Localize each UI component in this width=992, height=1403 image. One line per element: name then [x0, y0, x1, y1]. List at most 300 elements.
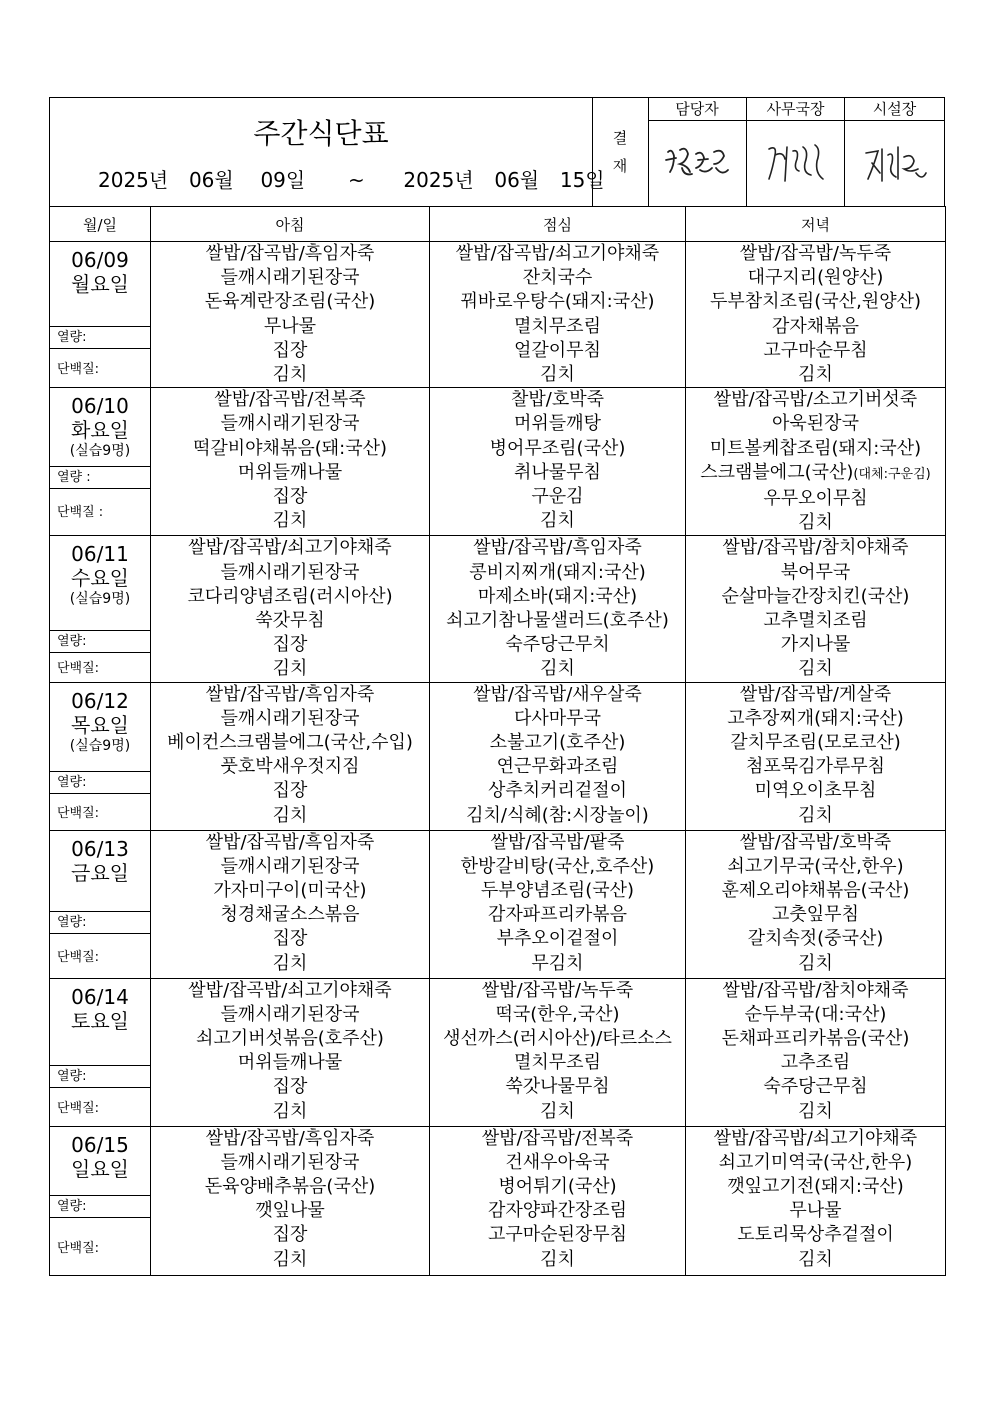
menu-item — [686, 266, 945, 290]
menu-item-text: 김치 — [540, 1248, 575, 1270]
menu-item-text: 들깨시래기된장국 — [220, 561, 360, 583]
dinner-cell — [686, 1126, 946, 1275]
menu-item-text: 한방갈비탕(국산,호주산) — [460, 855, 655, 877]
menu-item — [430, 779, 685, 803]
dinner-cell — [686, 536, 946, 682]
menu-item — [430, 1100, 685, 1124]
menu-item — [430, 242, 685, 266]
menu-item-text: 집장 — [272, 486, 308, 508]
menu-item-text: 돈육계란장조림(국산) — [204, 291, 376, 313]
menu-item — [430, 952, 685, 976]
menu-item-text: 무나물 — [263, 315, 317, 337]
breakfast-cell — [151, 388, 430, 536]
menu-item-text: 김치 — [798, 952, 833, 974]
menu-item-text: 생선까스(러시아산)/타르소스 — [443, 1028, 672, 1050]
dinner-cell — [686, 830, 946, 978]
calories-label: 열량: — [50, 1065, 150, 1087]
menu-item-text: 김치 — [798, 364, 833, 386]
menu-item-text: 쌀밥/잡곡밥/새우살죽 — [473, 683, 642, 705]
menu-item-text: 병어튀기(국산) — [498, 1176, 617, 1198]
menu-item — [430, 1175, 685, 1199]
menu-item-text: 숙주당근무치 — [505, 634, 610, 656]
menu-item-text: 아욱된장국 — [772, 413, 859, 435]
menu-item-text: 쑥갓무침 — [255, 610, 325, 632]
menu-item — [430, 536, 685, 560]
menu-item-text: 대구지리(원양산) — [747, 267, 884, 289]
menu-item — [686, 242, 945, 266]
menu-item — [686, 804, 945, 828]
menu-item — [430, 339, 685, 363]
col-dinner: 저녁 — [686, 207, 946, 242]
menu-item-text: 북어무국 — [780, 561, 851, 583]
protein-label-text: 단백질: — [57, 661, 100, 677]
menu-item-text: 무김치 — [531, 952, 584, 974]
protein-label-text: 단백질: — [57, 806, 100, 822]
menu-item — [686, 1075, 945, 1099]
day-weekday: 금요일 — [71, 860, 129, 885]
substitute-note: (대체:구운김) — [853, 466, 931, 482]
approver-manager — [648, 98, 747, 206]
menu-item — [686, 731, 945, 755]
menu-item-text: 잔치국수 — [522, 267, 593, 289]
lunch-cell — [430, 1126, 686, 1275]
menu-item — [686, 927, 945, 951]
menu-item-text: 쇠고기미역국(국산,한우) — [718, 1151, 913, 1173]
menu-item — [151, 755, 429, 779]
menu-item — [686, 290, 945, 314]
menu-item — [430, 609, 685, 633]
day-date: 06/15 — [71, 1132, 129, 1157]
breakfast-cell — [151, 242, 430, 388]
menu-item-text: 들깨시래기된장국 — [220, 855, 360, 877]
menu-item-text: 들깨시래기된장국 — [220, 1003, 360, 1025]
menu-item — [430, 927, 685, 951]
menu-item — [686, 1100, 945, 1124]
signature-3 — [845, 121, 944, 206]
menu-item — [151, 779, 429, 803]
page-title: 주간식단표 — [253, 117, 389, 150]
menu-item — [151, 1027, 429, 1051]
menu-item — [686, 1003, 945, 1027]
menu-item-text: 쌀밥/잡곡밥/쇠고기야채죽 — [188, 537, 392, 559]
menu-item — [686, 1051, 945, 1075]
table-row — [50, 682, 946, 830]
menu-item — [151, 633, 429, 657]
menu-item — [151, 1248, 429, 1272]
menu-item — [151, 707, 429, 731]
menu-item — [151, 855, 429, 879]
day-cell — [50, 682, 151, 830]
menu-item-text: 머위들깨나물 — [237, 1052, 343, 1074]
menu-item-text: 머위들깨탕 — [514, 413, 601, 435]
menu-item-text: 꿔바로우탕수(돼지:국산) — [460, 291, 655, 313]
day-cell — [50, 830, 151, 978]
calories-label: 열량: — [50, 911, 150, 933]
start-year: 2025년 — [98, 168, 169, 192]
lunch-cell — [430, 682, 686, 830]
menu-item-text: 집장 — [272, 634, 308, 656]
day-note: (실습9명) — [69, 737, 131, 754]
menu-item — [430, 879, 685, 903]
day-date: 06/09 — [71, 248, 129, 272]
menu-item — [686, 657, 945, 681]
menu-item-text: 집장 — [272, 928, 308, 950]
menu-item-text: 쌀밥/잡곡밥/쇠고기야채죽 — [455, 243, 660, 264]
menu-item-text: 멸치무조림 — [514, 1052, 601, 1074]
menu-item-text: 감자파프리카볶음 — [487, 904, 628, 926]
menu-item-text: 미트볼케찹조림(돼지:국산) — [709, 437, 922, 459]
menu-item — [151, 683, 429, 707]
menu-item-text: 김치 — [272, 804, 308, 826]
menu-item-text: 훈제오리야채볶음(국산) — [721, 880, 910, 902]
menu-item — [151, 903, 429, 927]
table-row — [50, 978, 946, 1126]
calories-label: 열량: — [50, 771, 150, 793]
menu-item-text: 부추오이겉절이 — [496, 928, 619, 950]
menu-item-text: 고구마순무침 — [763, 339, 868, 361]
menu-item — [430, 683, 685, 707]
menu-item — [686, 952, 945, 976]
signature-2 — [747, 121, 844, 206]
menu-item-text: 김치 — [272, 658, 308, 680]
menu-item — [151, 1199, 429, 1223]
menu-item — [151, 1151, 429, 1175]
menu-item-text: 쇠고기참나물샐러드(호주산) — [446, 610, 669, 632]
protein-label — [50, 1087, 150, 1126]
day-cell — [50, 388, 151, 536]
menu-item-text: 고추조림 — [780, 1052, 851, 1074]
protein-label-text: 단백질: — [57, 950, 100, 966]
menu-item — [151, 879, 429, 903]
day-weekday: 일요일 — [71, 1156, 129, 1181]
day-cell — [50, 536, 151, 682]
menu-item-text: 깻잎고기전(돼지:국산) — [727, 1176, 904, 1198]
breakfast-cell — [151, 978, 430, 1126]
dinner-cell — [686, 388, 946, 536]
menu-item — [430, 561, 685, 585]
end-month: 06월 — [494, 168, 540, 192]
menu-item — [151, 927, 429, 951]
menu-item-text: 고춧잎무침 — [772, 904, 859, 926]
breakfast-cell — [151, 536, 430, 682]
menu-item — [151, 585, 429, 609]
menu-item — [686, 1127, 945, 1151]
menu-item — [686, 979, 945, 1003]
day-note: (실습9명) — [69, 443, 131, 460]
dinner-cell — [686, 978, 946, 1126]
approver-director — [845, 98, 944, 206]
menu-item-text: 쌀밥/잡곡밥/소고기버섯죽 — [713, 389, 918, 411]
menu-item-text: 구운김 — [531, 486, 584, 508]
menu-item — [430, 509, 685, 533]
day-cell — [50, 1126, 151, 1275]
menu-item-text: 쌀밥/잡곡밥/전복죽 — [481, 1127, 634, 1149]
menu-item — [430, 903, 685, 927]
menu-item-text: 얼갈이무침 — [514, 339, 601, 361]
protein-label-text: 단백질 : — [57, 505, 104, 521]
protein-label — [50, 793, 150, 830]
menu-item — [686, 461, 945, 487]
range-tilde: ~ — [347, 168, 365, 192]
menu-item — [686, 1151, 945, 1175]
menu-item — [430, 315, 685, 339]
menu-sheet — [49, 97, 945, 1276]
menu-item — [430, 461, 685, 485]
menu-item-text: 집장 — [272, 1076, 308, 1098]
menu-item-text: 쌀밥/잡곡밥/흑임자죽 — [205, 683, 375, 705]
table-row — [50, 388, 946, 536]
menu-table — [49, 206, 946, 1276]
menu-item-text: 가자미구이(미국산) — [213, 880, 367, 902]
day-weekday: 월요일 — [71, 272, 129, 296]
menu-item-text: 김치 — [272, 952, 308, 974]
calories-label: 열량 : — [50, 466, 150, 488]
table-row — [50, 536, 946, 682]
day-date: 06/12 — [71, 688, 129, 713]
approval-label: 결 재 — [592, 98, 649, 206]
menu-item-text: 두부양념조림(국산) — [480, 880, 635, 902]
menu-item — [430, 290, 685, 314]
menu-item — [686, 755, 945, 779]
day-weekday: 화요일 — [71, 418, 129, 443]
menu-item-text: 떡갈비야채볶음(돼:국산) — [193, 437, 387, 459]
menu-item — [686, 707, 945, 731]
menu-item — [151, 1223, 429, 1247]
menu-item-text: 쌀밥/잡곡밥/호박죽 — [739, 831, 892, 853]
col-lunch: 점심 — [430, 207, 686, 242]
menu-item — [151, 437, 429, 461]
approval-boxes — [648, 98, 944, 206]
menu-item — [151, 1127, 429, 1151]
menu-item-text: 김치 — [272, 1248, 308, 1270]
dinner-cell — [686, 682, 946, 830]
table-row — [50, 242, 946, 388]
lunch-cell — [430, 242, 686, 388]
menu-item — [430, 633, 685, 657]
menu-item — [430, 437, 685, 461]
dinner-cell — [686, 242, 946, 388]
menu-item — [151, 1003, 429, 1027]
menu-item — [686, 487, 945, 511]
menu-item — [686, 1175, 945, 1199]
menu-item-text: 머위들깨나물 — [237, 461, 343, 483]
menu-item-text: 쌀밥/잡곡밥/흑임자죽 — [205, 1127, 375, 1149]
menu-item — [430, 755, 685, 779]
menu-item-text: 갈치무조림(모로코산) — [730, 732, 901, 754]
menu-item-text: 들깨시래기된장국 — [220, 1151, 360, 1173]
menu-item — [686, 437, 945, 461]
menu-item — [430, 731, 685, 755]
menu-item-text: 쌀밥/잡곡밥/쇠고기야채죽 — [713, 1127, 918, 1149]
menu-item — [430, 831, 685, 855]
menu-item-text: 우무오이무침 — [763, 488, 868, 510]
menu-item-text: 병어무조림(국산) — [489, 437, 626, 459]
protein-label-text: 단백질: — [57, 1101, 100, 1117]
menu-item-text: 쌀밥/잡곡밥/게살죽 — [739, 683, 892, 705]
menu-item-text: 쌀밥/잡곡밥/참치야채죽 — [722, 979, 909, 1001]
menu-item-text: 마제소바(돼지:국산) — [477, 585, 638, 607]
menu-item-text: 감자채볶음 — [772, 315, 859, 337]
menu-item — [151, 731, 429, 755]
lunch-cell — [430, 830, 686, 978]
menu-item-text: 취나물무침 — [514, 461, 601, 483]
menu-item-text: 쌀밥/잡곡밥/흑임자죽 — [473, 537, 642, 559]
menu-item — [430, 707, 685, 731]
menu-item-text: 감자양파간장조림 — [487, 1200, 628, 1222]
day-weekday: 목요일 — [71, 712, 129, 737]
calories-label: 열량: — [50, 1195, 150, 1217]
table-row — [50, 1126, 946, 1275]
menu-item-text: 다사마무국 — [514, 707, 601, 729]
menu-item — [430, 1199, 685, 1223]
menu-item — [430, 412, 685, 436]
menu-item-text: 숙주당근무침 — [763, 1076, 868, 1098]
menu-item — [151, 1051, 429, 1075]
menu-item — [430, 266, 685, 290]
menu-item — [151, 412, 429, 436]
header-block — [49, 97, 945, 207]
table-row — [50, 830, 946, 978]
menu-item-text: 집장 — [272, 1224, 308, 1246]
menu-item-text: 돈육양배추볶음(국산) — [204, 1176, 376, 1198]
menu-item — [151, 266, 429, 290]
menu-item — [686, 683, 945, 707]
menu-item — [151, 804, 429, 828]
menu-item — [430, 1075, 685, 1099]
menu-item-text: 김치 — [798, 512, 833, 534]
menu-item-text: 깻잎나물 — [255, 1200, 325, 1222]
menu-item-text: 김치 — [798, 658, 833, 680]
approver-secretary — [747, 98, 845, 206]
menu-item — [151, 536, 429, 560]
menu-item — [686, 363, 945, 387]
protein-label — [50, 933, 150, 978]
menu-item — [151, 952, 429, 976]
menu-item — [686, 1199, 945, 1223]
menu-item — [686, 903, 945, 927]
lunch-cell — [430, 388, 686, 536]
menu-item-text: 김치/식혜(참:시장놀이) — [466, 804, 649, 826]
menu-item-text: 집장 — [272, 339, 308, 361]
menu-item-text: 쌀밥/잡곡밥/참치야채죽 — [722, 537, 909, 559]
menu-item — [686, 339, 945, 363]
date-range — [98, 164, 605, 193]
menu-item — [430, 1151, 685, 1175]
menu-item — [430, 804, 685, 828]
menu-item — [430, 1248, 685, 1272]
menu-item — [151, 609, 429, 633]
menu-item-text: 김치 — [798, 804, 833, 826]
menu-item-text: 김치 — [540, 510, 575, 532]
menu-item-text: 풋호박새우젓지짐 — [220, 756, 360, 778]
menu-item — [151, 1175, 429, 1199]
approver-role: 사무국장 — [747, 98, 844, 121]
menu-item — [686, 536, 945, 560]
menu-item — [430, 363, 685, 387]
menu-item — [430, 585, 685, 609]
breakfast-cell — [151, 830, 430, 978]
menu-item-text: 순살마늘간장치킨(국산) — [721, 585, 910, 607]
menu-item — [686, 561, 945, 585]
menu-item — [151, 388, 429, 412]
menu-item — [430, 1027, 685, 1051]
day-date: 06/13 — [71, 836, 129, 861]
menu-item-text: 김치 — [540, 1100, 575, 1122]
protein-label — [50, 652, 150, 680]
end-day: 15일 — [559, 168, 605, 192]
approver-role: 담당자 — [648, 98, 746, 121]
menu-item-text: 스크램블에그(국산) — [700, 461, 854, 483]
menu-item — [151, 509, 429, 533]
menu-item-text: 쌀밥/잡곡밥/녹두죽 — [481, 979, 634, 1001]
calories-label: 열량: — [50, 630, 150, 652]
menu-item-text: 쌀밥/잡곡밥/팥죽 — [490, 831, 625, 853]
menu-item — [151, 363, 429, 387]
protein-label — [50, 348, 150, 386]
protein-label-text: 단백질: — [57, 362, 100, 377]
menu-item-text: 소불고기(호주산) — [489, 732, 626, 754]
menu-item-text: 찰밥/호박죽 — [510, 389, 604, 411]
menu-item — [151, 1075, 429, 1099]
menu-item — [430, 855, 685, 879]
col-breakfast: 아침 — [151, 207, 430, 242]
menu-item — [686, 879, 945, 903]
menu-item-text: 김치 — [798, 1248, 833, 1270]
menu-item — [151, 485, 429, 509]
protein-label — [50, 1217, 150, 1275]
menu-item-text: 떡국(한우,국산) — [495, 1003, 620, 1025]
menu-item — [151, 290, 429, 314]
menu-item-text: 갈치속젓(중국산) — [747, 928, 884, 950]
menu-item-text: 들깨시래기된장국 — [220, 707, 360, 729]
menu-item-text: 코다리양념조림(러시아산) — [187, 585, 393, 607]
menu-item-text: 김치 — [272, 364, 308, 386]
menu-item-text: 쌀밥/잡곡밥/쇠고기야채죽 — [188, 979, 392, 1001]
menu-item-text: 쌀밥/잡곡밥/흑임자죽 — [205, 243, 375, 264]
breakfast-cell — [151, 1126, 430, 1275]
signature-1 — [648, 121, 746, 206]
menu-item — [151, 831, 429, 855]
lunch-cell — [430, 536, 686, 682]
menu-item — [686, 585, 945, 609]
menu-item — [430, 657, 685, 681]
protein-label — [50, 488, 150, 532]
menu-item-text: 김치 — [540, 658, 575, 680]
menu-item-text: 고구마순된장무침 — [487, 1224, 628, 1246]
menu-item-text: 청경채굴소스볶음 — [220, 904, 360, 926]
menu-item-text: 도토리묵상추겉절이 — [737, 1224, 894, 1246]
menu-item — [151, 461, 429, 485]
menu-item — [686, 315, 945, 339]
menu-item-text: 상추치커리겉절이 — [487, 780, 628, 802]
menu-item — [686, 779, 945, 803]
menu-item — [686, 609, 945, 633]
menu-item — [430, 1223, 685, 1247]
menu-item-text: 들깨시래기된장국 — [220, 413, 360, 435]
menu-item — [430, 1003, 685, 1027]
menu-item-text: 가지나물 — [780, 634, 851, 656]
title-area — [50, 98, 605, 206]
start-day: 09일 — [260, 168, 306, 192]
day-weekday: 토요일 — [71, 1008, 129, 1033]
day-weekday: 수요일 — [71, 566, 129, 591]
menu-item — [430, 388, 685, 412]
table-header-row — [50, 207, 946, 242]
menu-item-text: 두부참치조림(국산,원양산) — [709, 291, 922, 313]
menu-item-text: 멸치무조림 — [514, 315, 601, 337]
menu-item-text: 쌀밥/잡곡밥/전복죽 — [214, 389, 366, 411]
menu-item-text: 건새우아욱국 — [505, 1151, 610, 1173]
